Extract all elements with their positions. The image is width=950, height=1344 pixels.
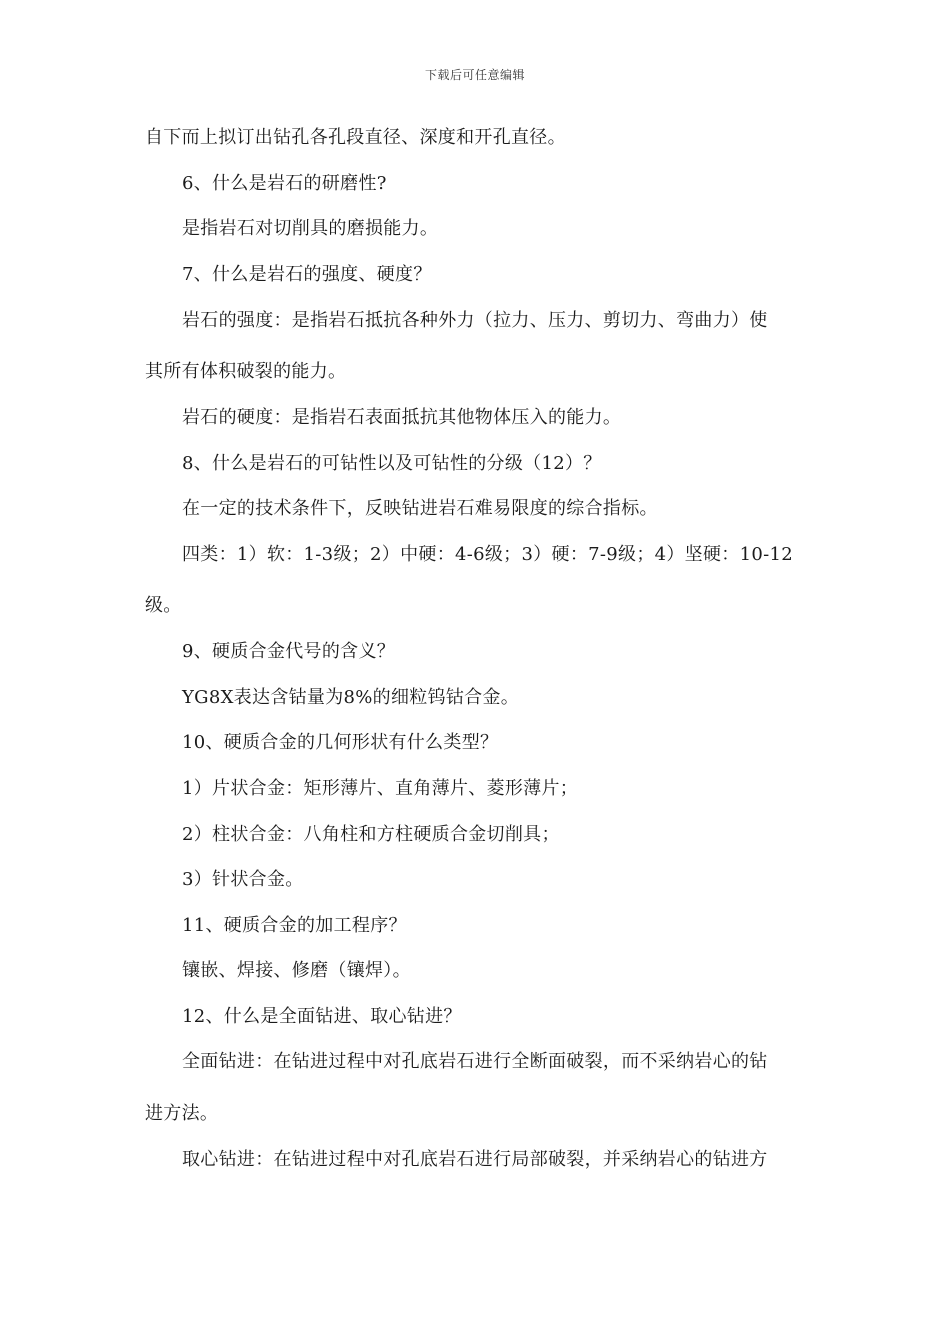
page-header: 下载后可任意编辑 (424, 68, 525, 82)
question-8: 8、什么是岩石的可钻性以及可钻性的分级（12）？ (182, 453, 602, 474)
answer-line: 全面钻进：在钻进过程中对孔底岩石进行全断面破裂，而不采纳岩心的钻 (182, 1051, 768, 1072)
question-6: 6、什么是岩石的研磨性? (182, 173, 387, 194)
answer-line: YG8X表达含钴量为8%的细粒钨钴合金。 (182, 687, 520, 708)
question-9: 9、硬质合金代号的含义？ (182, 641, 396, 662)
question-11: 11、硬质合金的加工程序？ (182, 915, 407, 936)
answer-line: 取心钻进：在钻进过程中对孔底岩石进行局部破裂，并采纳岩心的钻进方 (182, 1149, 768, 1170)
answer-line: 1）片状合金：矩形薄片、直角薄片、菱形薄片； (182, 778, 579, 799)
answer-line: 其所有体积破裂的能力。 (145, 361, 347, 382)
answer-line: 3）针状合金。 (182, 869, 304, 890)
paragraph-line: 自下而上拟订出钻孔各孔段直径、深度和开孔直径。 (145, 127, 566, 148)
question-12: 12、什么是全面钻进、取心钻进？ (182, 1006, 462, 1027)
answer-line: 进方法。 (145, 1103, 219, 1124)
answer-line: 2）柱状合金：八角柱和方柱硬质合金切削具； (182, 824, 560, 845)
answer-line: 是指岩石对切削具的磨损能力。 (182, 218, 439, 239)
question-10: 10、硬质合金的几何形状有什么类型？ (182, 732, 499, 753)
answer-line: 在一定的技术条件下，反映钻进岩石难易限度的综合指标。 (182, 498, 658, 519)
answer-line: 岩石的硬度：是指岩石表面抵抗其他物体压入的能力。 (182, 407, 622, 428)
answer-line: 四类：1）软：1-3级；2）中硬：4-6级；3）硬：7-9级；4）坚硬：10-12 (182, 544, 793, 565)
answer-line: 镶嵌、焊接、修磨（镶焊）。 (182, 960, 411, 981)
answer-line: 级。 (145, 595, 182, 616)
question-7: 7、什么是岩石的强度、硬度？ (182, 264, 432, 285)
answer-line: 岩石的强度：是指岩石抵抗各种外力（拉力、压力、剪切力、弯曲力）使 (182, 310, 768, 331)
